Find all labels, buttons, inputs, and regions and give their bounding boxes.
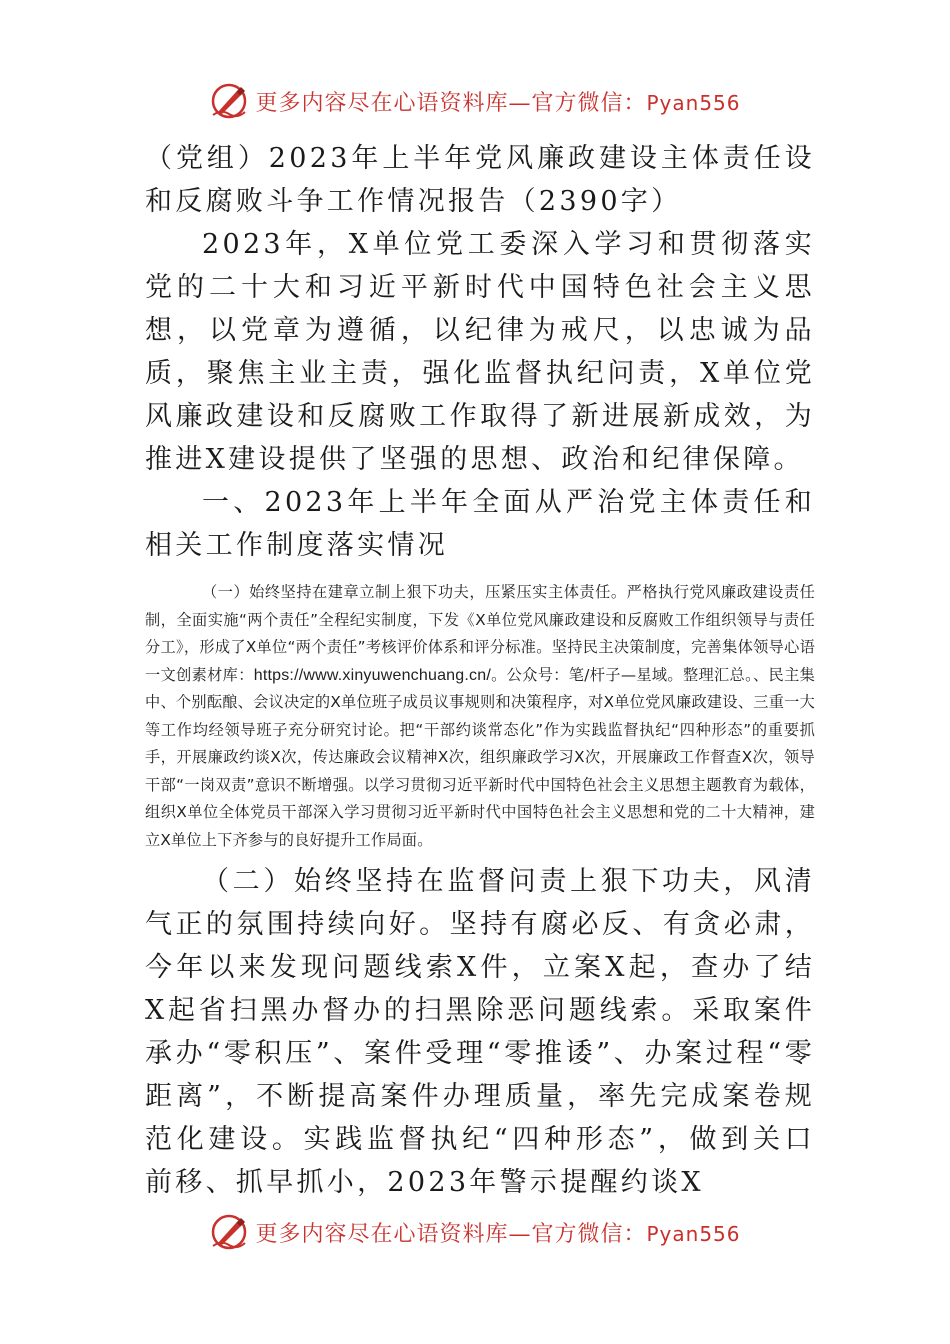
section-heading-1: 一、2023年上半年全面从严治党主体责任和相关工作制度落实情况 xyxy=(145,487,815,561)
source-url: https://www.xinyuwenchuang.cn/ xyxy=(253,666,491,684)
footer-watermark-banner xyxy=(0,1207,950,1257)
wechat-id: Pyan556 xyxy=(646,90,741,115)
paragraph-1: （一）始终坚持在建章立制上狠下功夫，压紧压实主体责任。严格执行党风廉政建设责任制，全面实施“两个责任”全程纪实制度，下发《X单位党风廉政建设和反腐败工作组织领导与责任分工》，形成了X单位“两个责任”考核评价体系和评分标准。坚持民主决策制度，完善集体领导心语一文创素材库：https://www.xinyuwenchuang.cn/。公众号：笔/杆子—星域。整理汇总。、民主集中、个别酝酿、会议决定的X单位班子成员议事规则和决策程序，对X单位党风廉政建设、三重一大等工作均经领导班子充分研究讨论。把“干部约谈常态化”作为实践监督执纪“四种形态”的重要抓手，开展廉政约谈X次，传达廉政会议精神X次，组织廉政学习X次，开展廉政工作督查X次，领导干部“一岗双责”意识不断增强。以学习贯彻习近平新时代中国特色社会主义思想主题教育为载体，组织X单位全体党员干部深入学习贯彻习近平新时代中国特色社会主义思想和党的二十大精神，建立X单位上下齐参与的良好提升工作局面。 xyxy=(145,583,815,849)
paragraph-2: （二）始终坚持在监督问责上狠下功夫，风清气正的氛围持续向好。坚持有腐必反、有贪必肃，今年以来发现问题线索X件，立案X起，查办了结X起省扫黑办督办的扫黑除恶问题线索。采取案件承办“零积压”、案件受理“零推诿”、办案过程“零距离”，不断提高案件办理质量，率先完成案卷规范化建设。实践监督执纪“四种形态”，做到关口前移、抓早抓小，2023年警示提醒约谈X xyxy=(145,866,815,1198)
banner-text: 更多内容尽在心语资料库—官方微信：Pyan556 xyxy=(255,90,741,116)
document-body xyxy=(145,137,815,1204)
intro-paragraph: 2023年，X单位党工委深入学习和贯彻落实党的二十大和习近平新时代中国特色社会主义思想，以党章为遵循，以纪律为戒尺，以忠诚为品质，聚焦主业主责，强化监督执纪问责，X单位党风廉政建设和反腐败工作取得了新进展新成效，为推进X建设提供了坚强的思想、政治和纪律保障。 xyxy=(145,229,815,475)
banner-text: 更多内容尽在心语资料库—官方微信：Pyan556 xyxy=(255,1221,741,1247)
pen-nib-logo-icon xyxy=(209,1212,249,1252)
wechat-id: Pyan556 xyxy=(646,1221,741,1246)
document-title: （党组）2023年上半年党风廉政建设主体责任设和反腐败斗争工作情况报告（2390字） xyxy=(145,143,815,217)
header-watermark-banner xyxy=(0,76,950,126)
pen-nib-logo-icon xyxy=(209,81,249,121)
